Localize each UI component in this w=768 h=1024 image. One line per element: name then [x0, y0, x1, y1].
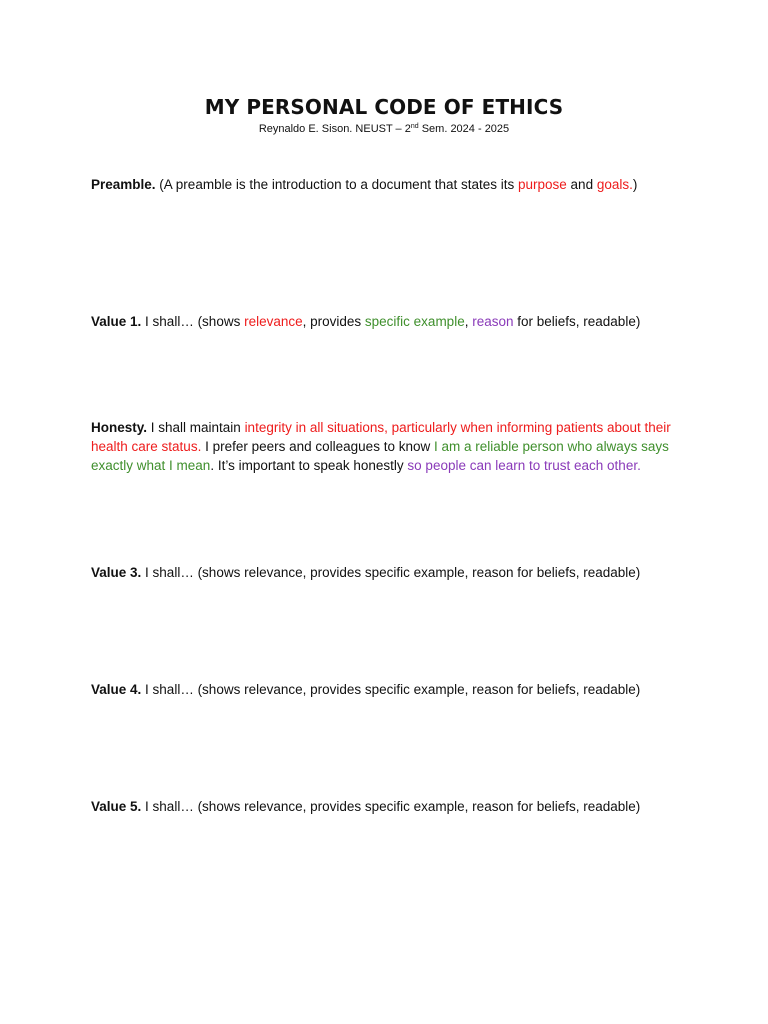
preamble-text: and — [566, 177, 597, 192]
preamble-paragraph — [91, 175, 681, 194]
value5-paragraph — [91, 797, 681, 816]
value1-specific-example-highlight: specific example — [364, 314, 465, 329]
value1-reason-highlight: reason — [472, 314, 514, 329]
subtitle-superscript: nd — [410, 123, 419, 130]
value1-relevance-highlight: relevance — [244, 314, 303, 329]
honesty-text: . It’s important to speak honestly — [210, 458, 408, 473]
honesty-text: I prefer peers and colleagues to know — [201, 439, 434, 454]
honesty-heading: Honesty. — [91, 420, 148, 435]
honesty-paragraph — [91, 418, 681, 475]
preamble-heading: Preamble. — [91, 177, 156, 192]
value1-text: , — [464, 314, 473, 329]
honesty-example-highlight: I am a reliable person who always says exactly what I mean — [91, 439, 669, 473]
value5-heading: Value 5. — [91, 799, 142, 814]
preamble-goals-highlight: goals. — [596, 177, 633, 192]
preamble-text: (A preamble is the introduction to a document that states its — [155, 177, 518, 192]
value3-heading: Value 3. — [91, 565, 142, 580]
value5-text: I shall… (shows relevance, provides specific example, reason for beliefs, readable) — [141, 799, 641, 814]
subtitle-author-text: Reynaldo E. Sison. NEUST – 2 — [258, 123, 411, 135]
value1-paragraph — [91, 312, 681, 331]
honesty-reason-highlight: so people can learn to trust each other. — [407, 458, 641, 473]
honesty-text: I shall maintain — [147, 420, 245, 435]
value1-text: for beliefs, readable) — [513, 314, 641, 329]
document-subtitle — [0, 123, 768, 135]
value3-text: I shall… (shows relevance, provides specific example, reason for beliefs, readable) — [141, 565, 641, 580]
value1-heading: Value 1. — [91, 314, 142, 329]
value4-text: I shall… (shows relevance, provides specific example, reason for beliefs, readable) — [141, 682, 641, 697]
document-title: MY PERSONAL CODE OF ETHICS — [204, 95, 564, 119]
value1-text: , provides — [302, 314, 365, 329]
value1-text: I shall… (shows — [141, 314, 245, 329]
preamble-purpose-highlight: purpose — [518, 177, 567, 192]
value4-paragraph — [91, 680, 681, 699]
value3-paragraph — [91, 563, 681, 582]
preamble-text: ) — [632, 177, 638, 192]
honesty-relevance-highlight: integrity in all situations, particularly when informing patients about their health care status. — [91, 420, 671, 454]
subtitle-semester-text: Sem. 2024 - 2025 — [418, 123, 510, 135]
value4-heading: Value 4. — [91, 682, 142, 697]
